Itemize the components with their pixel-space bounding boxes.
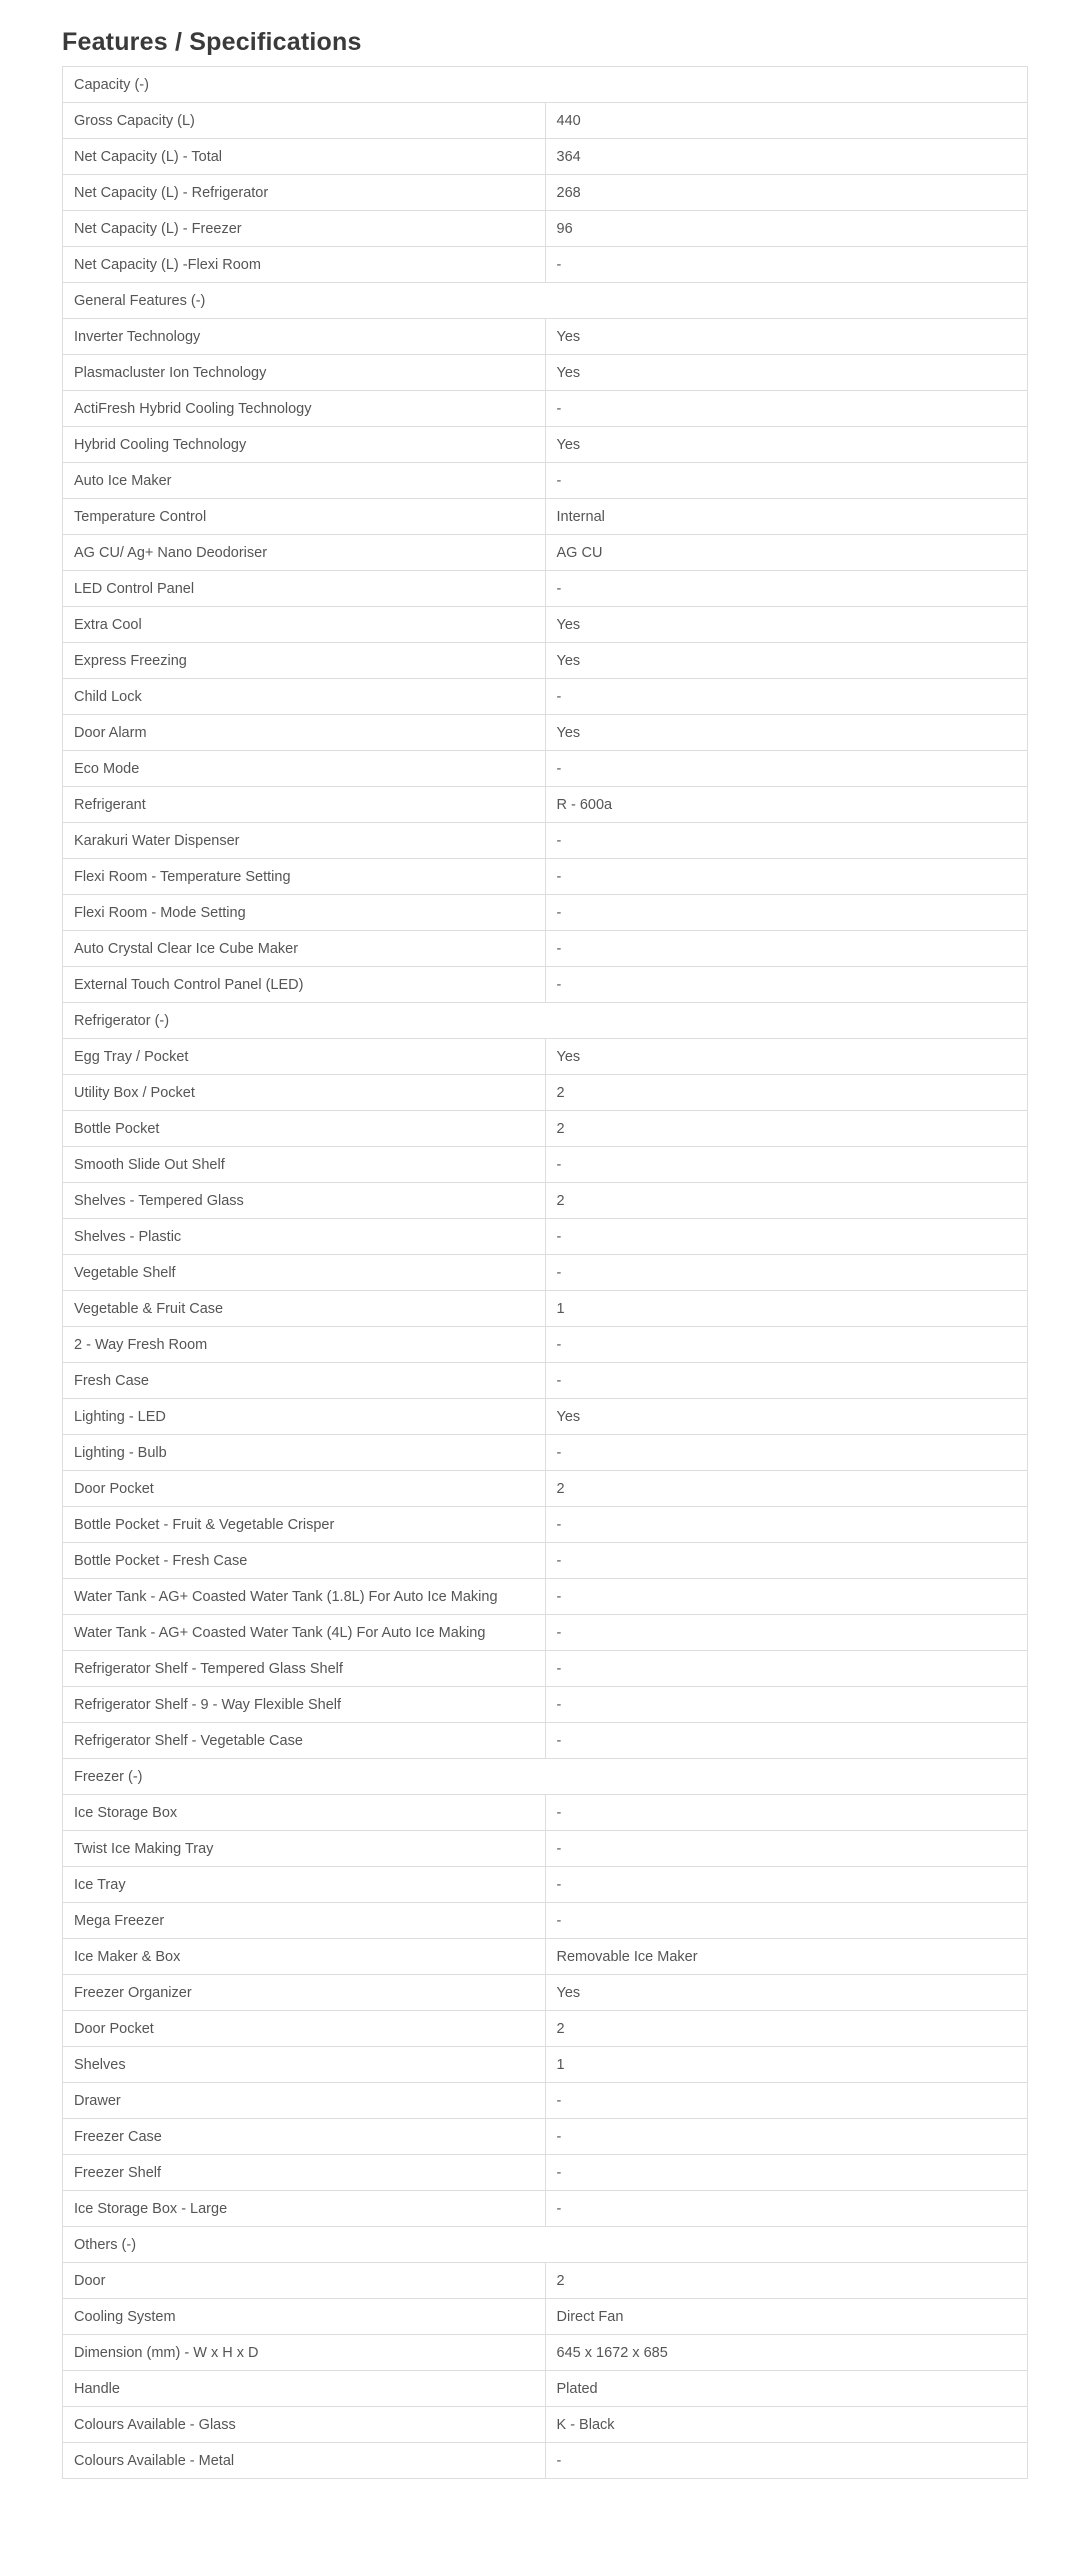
spec-label: Shelves - Plastic <box>63 1219 546 1255</box>
table-row <box>63 2119 1028 2155</box>
spec-label: Karakuri Water Dispenser <box>63 823 546 859</box>
spec-label: Fresh Case <box>63 1363 546 1399</box>
spec-label: Refrigerator Shelf - 9 - Way Flexible Shelf <box>63 1687 546 1723</box>
spec-label: Freezer Case <box>63 2119 546 2155</box>
table-row <box>63 1903 1028 1939</box>
table-row <box>63 2083 1028 2119</box>
table-row <box>63 211 1028 247</box>
table-row <box>63 679 1028 715</box>
spec-label: Flexi Room - Mode Setting <box>63 895 546 931</box>
spec-label: Mega Freezer <box>63 1903 546 1939</box>
spec-value: - <box>545 1255 1028 1291</box>
spec-label: Net Capacity (L) - Total <box>63 139 546 175</box>
spec-value: - <box>545 1723 1028 1759</box>
spec-value: Removable Ice Maker <box>545 1939 1028 1975</box>
spec-label: Inverter Technology <box>63 319 546 355</box>
spec-value: Internal <box>545 499 1028 535</box>
spec-label: Net Capacity (L) - Freezer <box>63 211 546 247</box>
section-title: Others (-) <box>63 2227 1028 2263</box>
spec-label: Net Capacity (L) - Refrigerator <box>63 175 546 211</box>
spec-value: - <box>545 1579 1028 1615</box>
spec-label: Flexi Room - Temperature Setting <box>63 859 546 895</box>
spec-label: Smooth Slide Out Shelf <box>63 1147 546 1183</box>
spec-value: - <box>545 823 1028 859</box>
spec-label: Freezer Shelf <box>63 2155 546 2191</box>
spec-label: Door Pocket <box>63 1471 546 1507</box>
table-row <box>63 895 1028 931</box>
spec-label: Auto Ice Maker <box>63 463 546 499</box>
spec-value: - <box>545 1435 1028 1471</box>
table-row <box>63 1939 1028 1975</box>
spec-label: Handle <box>63 2371 546 2407</box>
spec-value: Yes <box>545 607 1028 643</box>
spec-value: 2 <box>545 1183 1028 1219</box>
table-row <box>63 319 1028 355</box>
table-row <box>63 1687 1028 1723</box>
section-header-row <box>63 67 1028 103</box>
spec-value: Yes <box>545 355 1028 391</box>
table-row <box>63 1723 1028 1759</box>
table-row <box>63 2371 1028 2407</box>
spec-value: 1 <box>545 2047 1028 2083</box>
table-row <box>63 175 1028 211</box>
spec-label: Freezer Organizer <box>63 1975 546 2011</box>
spec-label: Egg Tray / Pocket <box>63 1039 546 1075</box>
table-row <box>63 1471 1028 1507</box>
table-row <box>63 391 1028 427</box>
spec-value: - <box>545 2191 1028 2227</box>
spec-label: Colours Available - Glass <box>63 2407 546 2443</box>
table-row <box>63 499 1028 535</box>
spec-label: Express Freezing <box>63 643 546 679</box>
spec-value: 645 x 1672 x 685 <box>545 2335 1028 2371</box>
spec-label: Ice Storage Box <box>63 1795 546 1831</box>
table-row <box>63 859 1028 895</box>
spec-value: 2 <box>545 1471 1028 1507</box>
section-title: General Features (-) <box>63 283 1028 319</box>
table-row <box>63 1111 1028 1147</box>
spec-label: Cooling System <box>63 2299 546 2335</box>
spec-value: - <box>545 751 1028 787</box>
spec-label: Shelves <box>63 2047 546 2083</box>
table-row <box>63 1867 1028 1903</box>
table-row <box>63 715 1028 751</box>
table-row <box>63 1219 1028 1255</box>
spec-label: AG CU/ Ag+ Nano Deodoriser <box>63 535 546 571</box>
spec-value: Yes <box>545 1039 1028 1075</box>
spec-label: Extra Cool <box>63 607 546 643</box>
spec-value: - <box>545 1867 1028 1903</box>
table-row <box>63 2047 1028 2083</box>
table-row <box>63 427 1028 463</box>
table-row <box>63 1975 1028 2011</box>
table-row <box>63 1543 1028 1579</box>
spec-value: - <box>545 1651 1028 1687</box>
spec-label: Drawer <box>63 2083 546 2119</box>
spec-label: 2 - Way Fresh Room <box>63 1327 546 1363</box>
spec-value: - <box>545 571 1028 607</box>
spec-table <box>62 66 1028 2479</box>
spec-label: Auto Crystal Clear Ice Cube Maker <box>63 931 546 967</box>
spec-value: R - 600a <box>545 787 1028 823</box>
table-row <box>63 1255 1028 1291</box>
table-row <box>63 1327 1028 1363</box>
spec-label: Bottle Pocket - Fruit & Vegetable Crisper <box>63 1507 546 1543</box>
spec-value: - <box>545 895 1028 931</box>
spec-label: Plasmacluster Ion Technology <box>63 355 546 391</box>
spec-label: Door <box>63 2263 546 2299</box>
spec-value: Yes <box>545 319 1028 355</box>
page-title: Features / Specifications <box>62 28 362 56</box>
spec-label: Shelves - Tempered Glass <box>63 1183 546 1219</box>
spec-label: Water Tank - AG+ Coasted Water Tank (4L) For Auto Ice Making <box>63 1615 546 1651</box>
spec-value: K - Black <box>545 2407 1028 2443</box>
spec-value: - <box>545 1543 1028 1579</box>
spec-label: Temperature Control <box>63 499 546 535</box>
spec-label: ActiFresh Hybrid Cooling Technology <box>63 391 546 427</box>
table-row <box>63 103 1028 139</box>
table-row <box>63 2443 1028 2479</box>
spec-label: Child Lock <box>63 679 546 715</box>
table-row <box>63 355 1028 391</box>
table-row <box>63 1363 1028 1399</box>
table-row <box>63 571 1028 607</box>
spec-label: Door Alarm <box>63 715 546 751</box>
spec-value: - <box>545 2443 1028 2479</box>
table-row <box>63 1291 1028 1327</box>
spec-label: Water Tank - AG+ Coasted Water Tank (1.8L) For Auto Ice Making <box>63 1579 546 1615</box>
table-row <box>63 751 1028 787</box>
spec-label: Hybrid Cooling Technology <box>63 427 546 463</box>
spec-value: - <box>545 1363 1028 1399</box>
table-row <box>63 823 1028 859</box>
table-row <box>63 787 1028 823</box>
spec-label: Ice Maker & Box <box>63 1939 546 1975</box>
spec-label: Gross Capacity (L) <box>63 103 546 139</box>
spec-label: Eco Mode <box>63 751 546 787</box>
section-header-row <box>63 283 1028 319</box>
table-row <box>63 1507 1028 1543</box>
spec-value: 2 <box>545 2011 1028 2047</box>
spec-value: - <box>545 1795 1028 1831</box>
spec-value: - <box>545 1615 1028 1651</box>
table-row <box>63 1183 1028 1219</box>
spec-value: - <box>545 967 1028 1003</box>
spec-label: Ice Storage Box - Large <box>63 2191 546 2227</box>
spec-value: Yes <box>545 1399 1028 1435</box>
section-header-row <box>63 1003 1028 1039</box>
spec-label: Bottle Pocket <box>63 1111 546 1147</box>
spec-value: - <box>545 1327 1028 1363</box>
table-row <box>63 1615 1028 1651</box>
table-row <box>63 1651 1028 1687</box>
spec-value: 1 <box>545 1291 1028 1327</box>
section-title: Refrigerator (-) <box>63 1003 1028 1039</box>
section-title: Capacity (-) <box>63 67 1028 103</box>
table-row <box>63 1831 1028 1867</box>
table-row <box>63 1435 1028 1471</box>
spec-value: - <box>545 1219 1028 1255</box>
table-row <box>63 1795 1028 1831</box>
table-row <box>63 2191 1028 2227</box>
table-row <box>63 607 1028 643</box>
spec-value: 440 <box>545 103 1028 139</box>
table-row <box>63 2407 1028 2443</box>
spec-label: Ice Tray <box>63 1867 546 1903</box>
spec-label: Refrigerant <box>63 787 546 823</box>
table-row <box>63 2263 1028 2299</box>
spec-value: 96 <box>545 211 1028 247</box>
spec-value: 2 <box>545 1075 1028 1111</box>
section-title: Freezer (-) <box>63 1759 1028 1795</box>
spec-value: 2 <box>545 2263 1028 2299</box>
spec-value: Yes <box>545 643 1028 679</box>
spec-value: - <box>545 2083 1028 2119</box>
spec-label: Lighting - Bulb <box>63 1435 546 1471</box>
spec-label: LED Control Panel <box>63 571 546 607</box>
table-row <box>63 643 1028 679</box>
spec-value: 364 <box>545 139 1028 175</box>
spec-value: - <box>545 1831 1028 1867</box>
spec-value: - <box>545 679 1028 715</box>
table-row <box>63 2299 1028 2335</box>
spec-value: 268 <box>545 175 1028 211</box>
spec-label: Lighting - LED <box>63 1399 546 1435</box>
table-row <box>63 247 1028 283</box>
spec-value: - <box>545 1687 1028 1723</box>
spec-label: Vegetable & Fruit Case <box>63 1291 546 1327</box>
spec-value: - <box>545 1147 1028 1183</box>
table-row <box>63 931 1028 967</box>
spec-value: - <box>545 2119 1028 2155</box>
spec-value: - <box>545 859 1028 895</box>
table-row <box>63 1399 1028 1435</box>
spec-label: Vegetable Shelf <box>63 1255 546 1291</box>
spec-label: Bottle Pocket - Fresh Case <box>63 1543 546 1579</box>
spec-label: Door Pocket <box>63 2011 546 2047</box>
spec-value: - <box>545 463 1028 499</box>
section-header-row <box>63 1759 1028 1795</box>
table-row <box>63 535 1028 571</box>
spec-table-body <box>63 67 1028 2479</box>
table-row <box>63 1039 1028 1075</box>
section-header-row <box>63 2227 1028 2263</box>
spec-value: Direct Fan <box>545 2299 1028 2335</box>
spec-label: Refrigerator Shelf - Tempered Glass Shelf <box>63 1651 546 1687</box>
spec-value: 2 <box>545 1111 1028 1147</box>
spec-value: - <box>545 931 1028 967</box>
spec-value: AG CU <box>545 535 1028 571</box>
table-row <box>63 139 1028 175</box>
spec-label: Utility Box / Pocket <box>63 1075 546 1111</box>
spec-value: - <box>545 391 1028 427</box>
spec-value: - <box>545 2155 1028 2191</box>
table-row <box>63 967 1028 1003</box>
table-row <box>63 1075 1028 1111</box>
spec-label: External Touch Control Panel (LED) <box>63 967 546 1003</box>
table-row <box>63 2335 1028 2371</box>
spec-value: Yes <box>545 1975 1028 2011</box>
table-row <box>63 2155 1028 2191</box>
spec-label: Twist Ice Making Tray <box>63 1831 546 1867</box>
spec-value: - <box>545 1903 1028 1939</box>
spec-label: Dimension (mm) - W x H x D <box>63 2335 546 2371</box>
spec-value: - <box>545 247 1028 283</box>
spec-value: Plated <box>545 2371 1028 2407</box>
table-row <box>63 463 1028 499</box>
table-row <box>63 1579 1028 1615</box>
spec-label: Refrigerator Shelf - Vegetable Case <box>63 1723 546 1759</box>
spec-label: Colours Available - Metal <box>63 2443 546 2479</box>
table-row <box>63 1147 1028 1183</box>
spec-value: Yes <box>545 715 1028 751</box>
spec-value: - <box>545 1507 1028 1543</box>
spec-value: Yes <box>545 427 1028 463</box>
spec-label: Net Capacity (L) -Flexi Room <box>63 247 546 283</box>
table-row <box>63 2011 1028 2047</box>
